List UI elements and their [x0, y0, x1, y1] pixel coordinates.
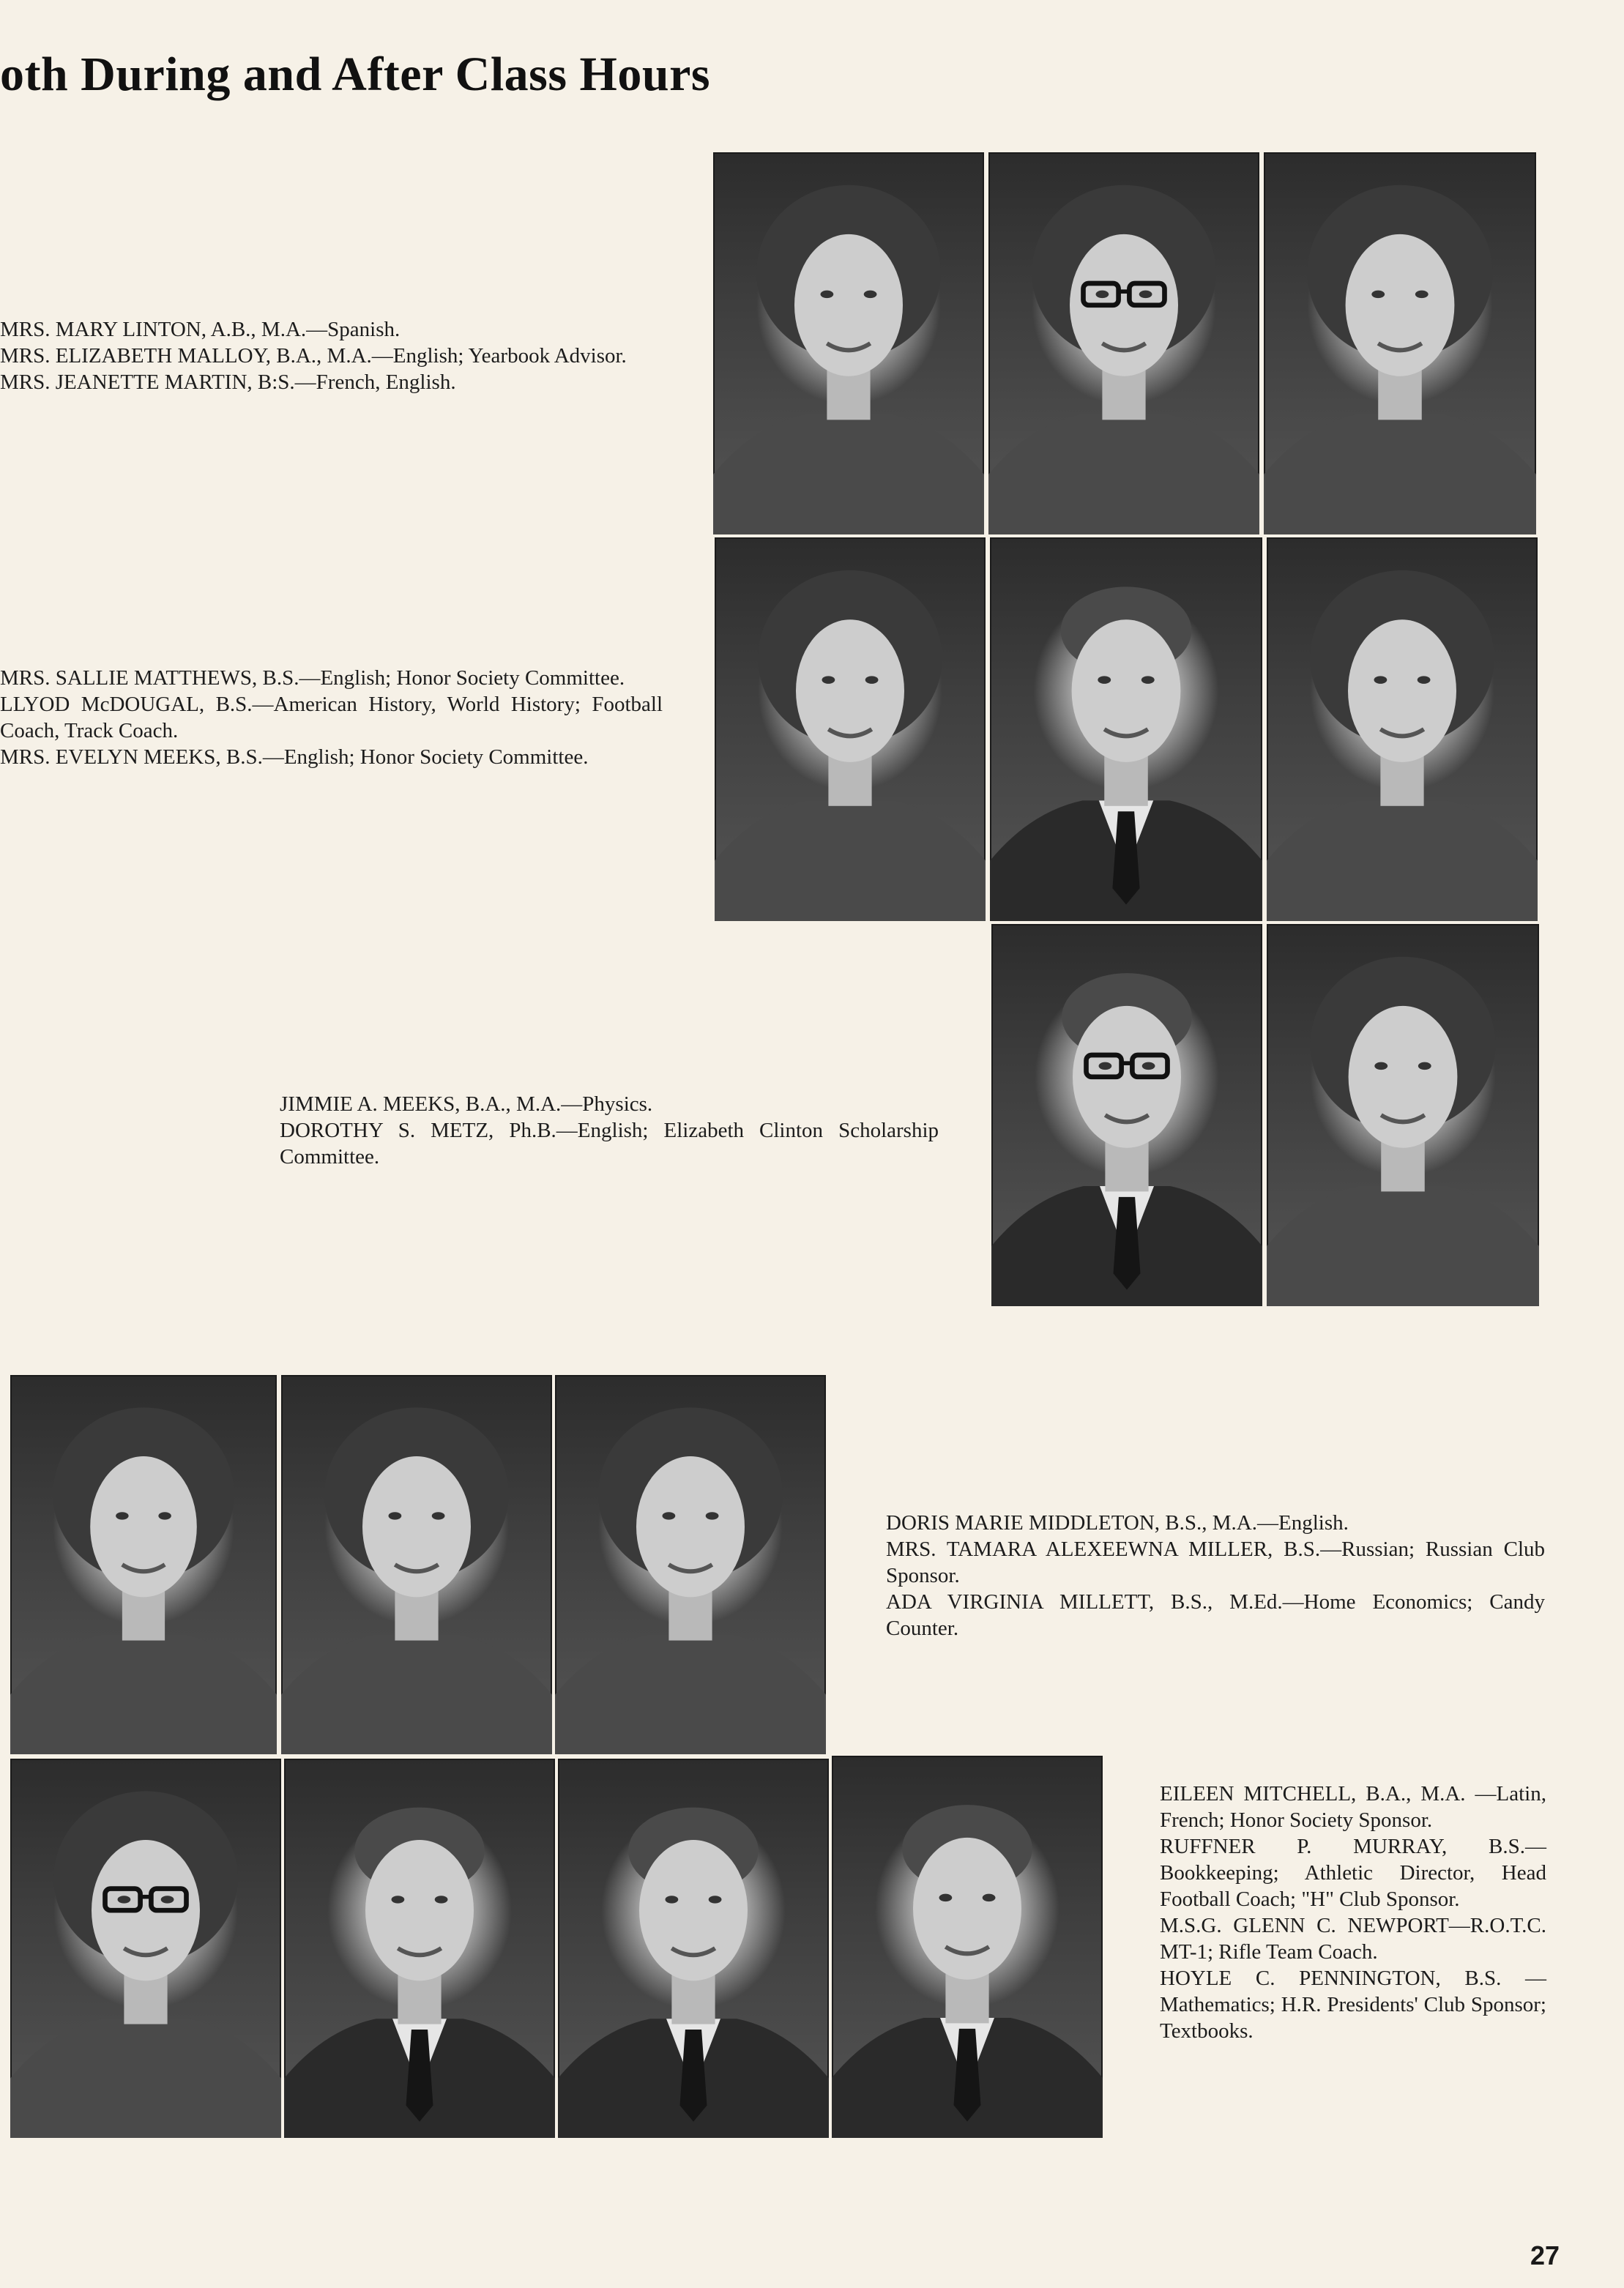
portrait-photo — [558, 1759, 829, 2138]
caption-middleton: DORIS MARIE MIDDLETON, B.S., M.A.—English. — [886, 1511, 1349, 1535]
portrait-photo — [10, 1759, 281, 2138]
caption-newport: M.S.G. GLENN C. NEWPORT—R.O.T.C. MT-1; Rifle Team Coach. — [1160, 1914, 1546, 1964]
caption-group-2 — [0, 665, 663, 770]
portrait-photo — [281, 1375, 552, 1754]
caption-millett: ADA VIRGINIA MILLETT, B.S., M.Ed.—Home Economics; Candy Counter. — [886, 1590, 1545, 1640]
caption-linton: MRS. MARY LINTON, A.B., M.A.—Spanish. — [0, 318, 401, 341]
caption-matthews: MRS. SALLIE MATTHEWS, B.S.—English; Honor Society Committee. — [0, 666, 625, 690]
portrait-photo — [555, 1375, 826, 1754]
portrait-photo — [10, 1375, 277, 1754]
portrait-photo — [284, 1759, 555, 2138]
portrait-photo — [715, 537, 986, 921]
portrait-photo — [1267, 537, 1538, 921]
caption-evelyn-meeks: MRS. EVELYN MEEKS, B.S.—English; Honor Society Committee. — [0, 745, 589, 769]
page-number: 27 — [1530, 2240, 1560, 2270]
portrait-photo — [1267, 924, 1539, 1306]
caption-mcdougal: LLYOD McDOUGAL, B.S.—American History, World History; Football Coach, Track Coach. — [0, 693, 663, 742]
caption-group-4 — [886, 1510, 1545, 1642]
caption-mitchell: EILEEN MITCHELL, B.A., M.A. —Latin, French; Honor Society Sponsor. — [1160, 1782, 1546, 1832]
portrait-photo — [990, 537, 1262, 921]
portrait-photo — [713, 152, 984, 534]
caption-malloy: MRS. ELIZABETH MALLOY, B.A., M.A.—English; Yearbook Advisor. — [0, 344, 627, 368]
portrait-photo — [1264, 152, 1536, 534]
portrait-photo — [832, 1756, 1103, 2138]
page-heading: oth During and After Class Hours — [0, 48, 711, 101]
portrait-photo — [991, 924, 1262, 1306]
caption-murray: RUFFNER P. MURRAY, B.S.—Bookkeeping; Athletic Director, Head Football Coach; "H" Club Sponsor. — [1160, 1835, 1546, 1911]
portrait-photo — [988, 152, 1259, 534]
caption-group-1 — [0, 316, 663, 395]
caption-jimmie-meeks: JIMMIE A. MEEKS, B.A., M.A.—Physics. — [280, 1092, 653, 1116]
caption-miller: MRS. TAMARA ALEXEEWNA MILLER, B.S.—Russian; Russian Club Sponsor. — [886, 1538, 1545, 1587]
caption-metz: DOROTHY S. METZ, Ph.B.—English; Elizabeth Clinton Scholarship Committee. — [280, 1119, 939, 1169]
caption-group-3 — [280, 1091, 939, 1170]
caption-martin: MRS. JEANETTE MARTIN, B:S.—French, English. — [0, 370, 456, 394]
caption-pennington: HOYLE C. PENNINGTON, B.S. —Mathematics; H.R. Presidents' Club Sponsor; Textbooks. — [1160, 1967, 1546, 2043]
caption-group-5 — [1160, 1781, 1546, 2044]
